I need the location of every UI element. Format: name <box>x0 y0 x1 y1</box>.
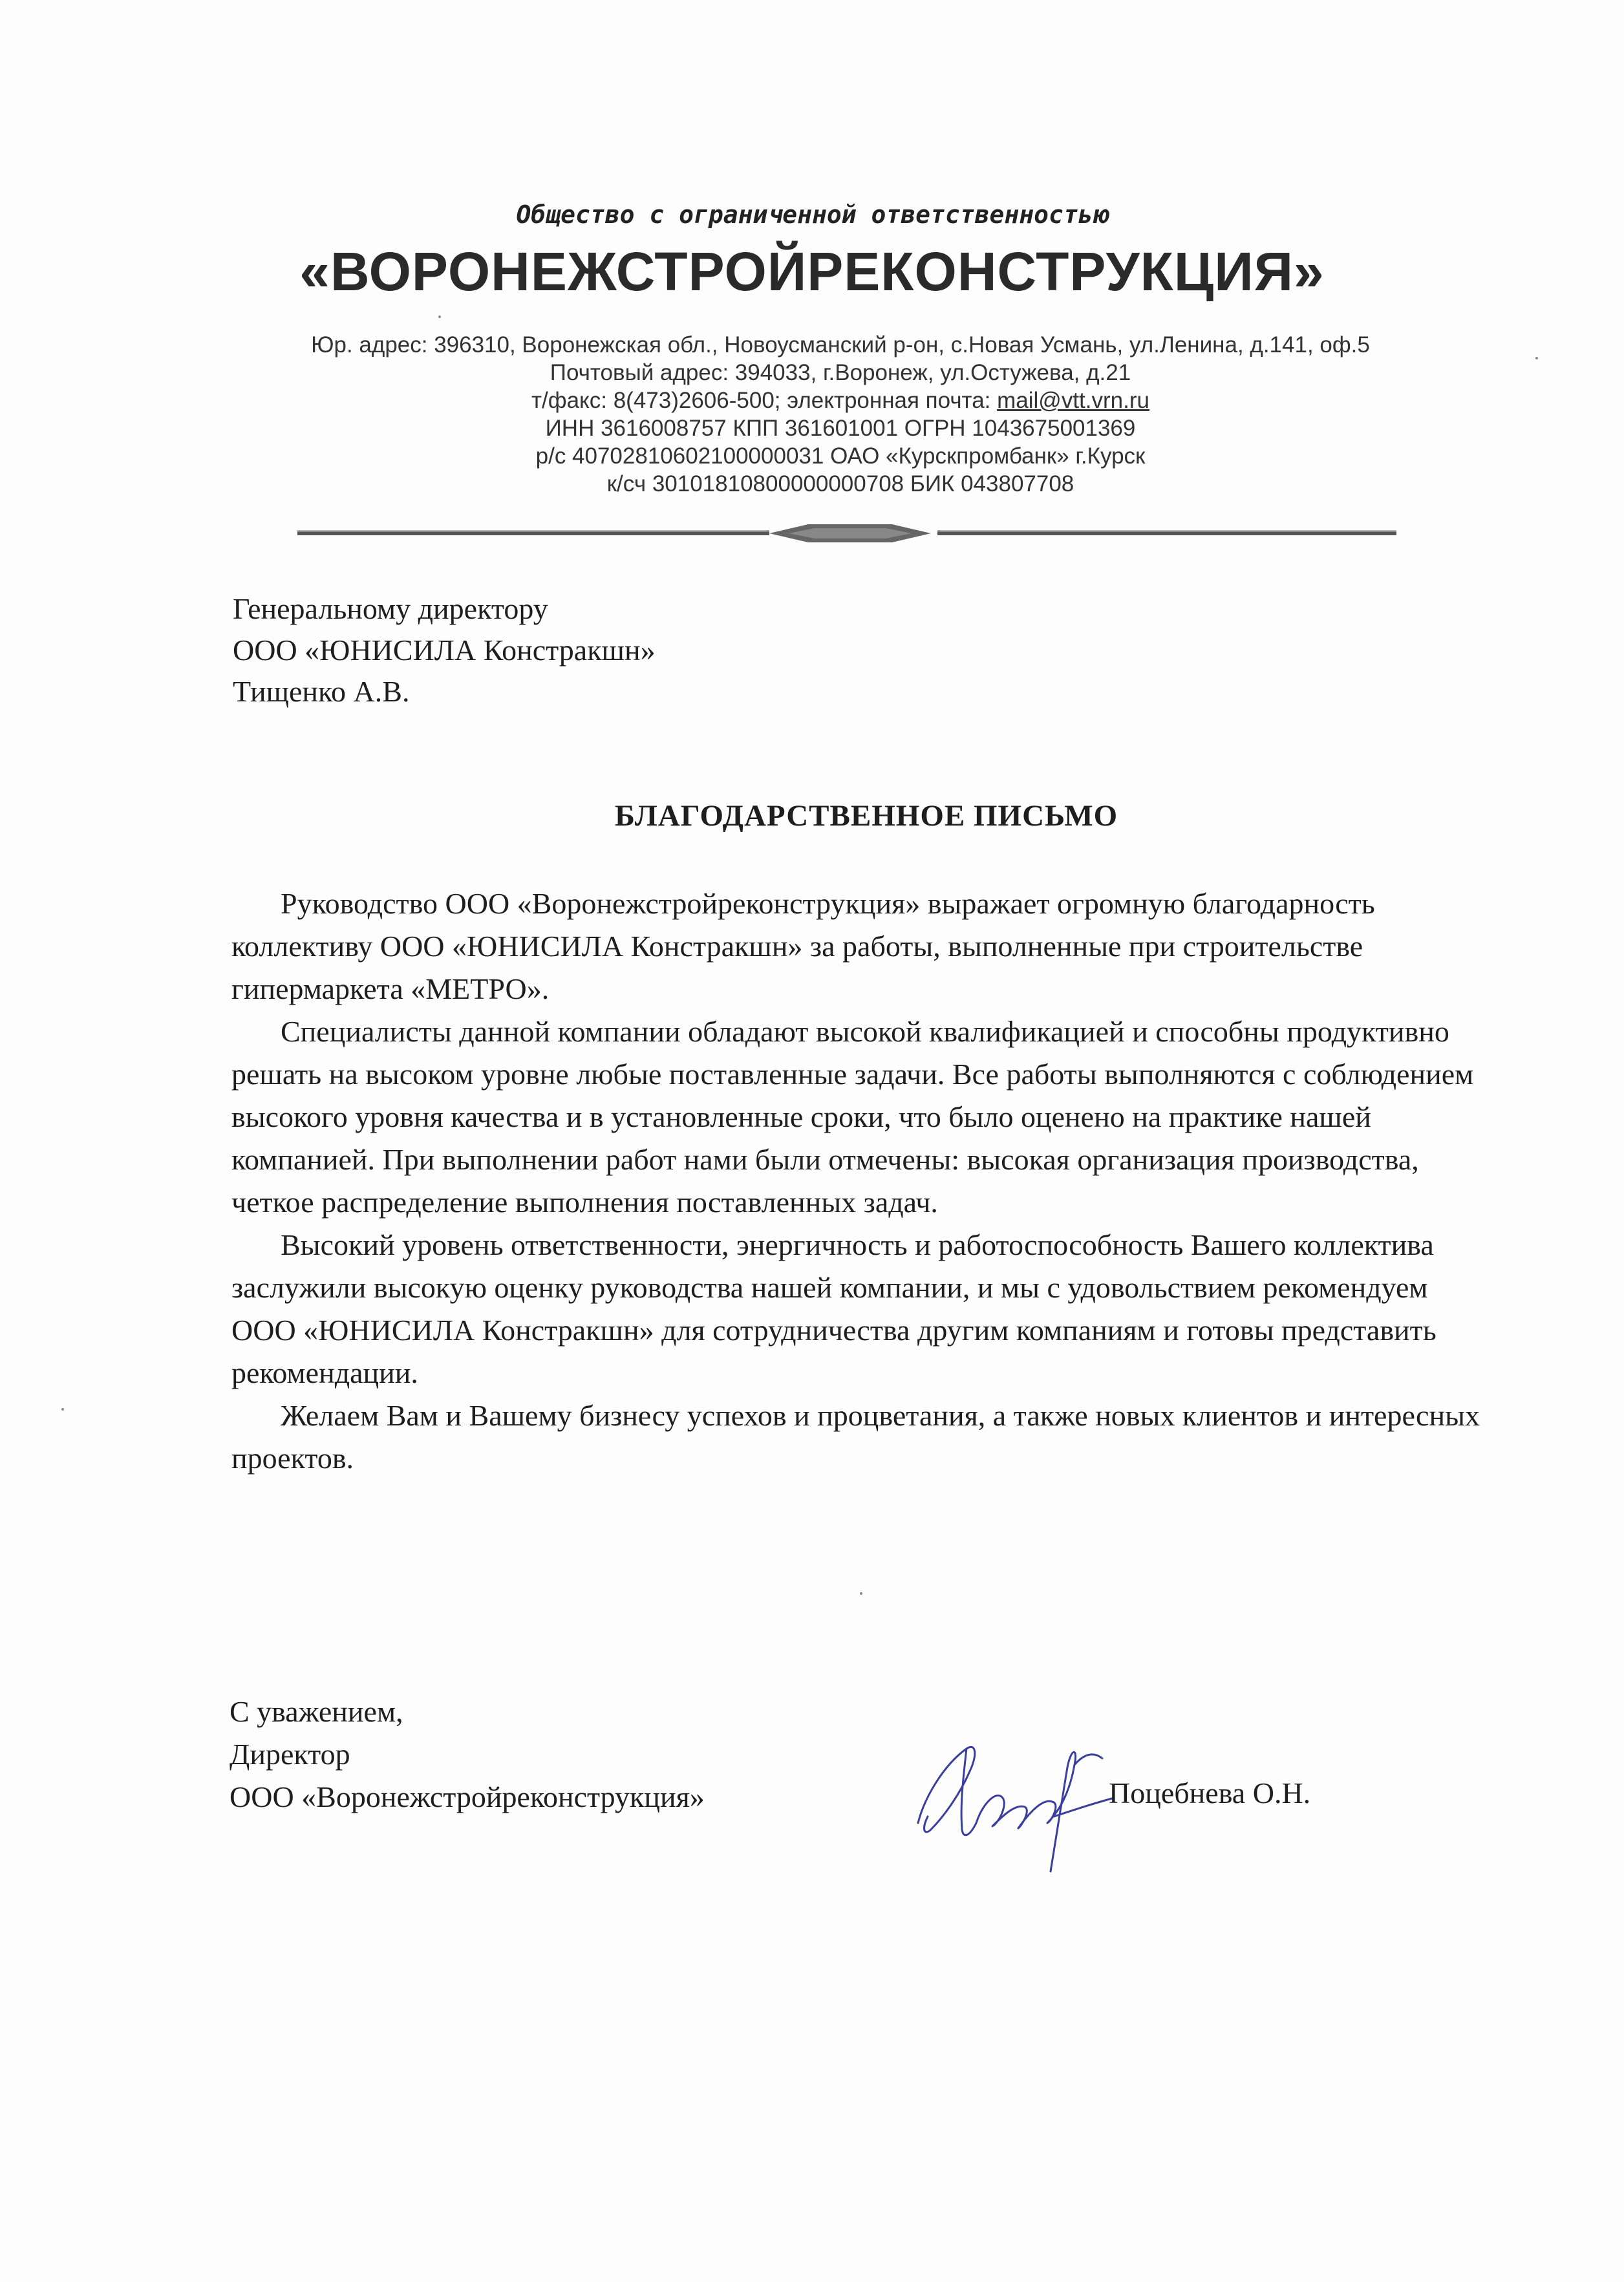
org-type: Общество с ограниченной ответственностью <box>516 200 1108 229</box>
handwritten-signature <box>905 1720 1125 1881</box>
corr-account: к/сч 30101810800000000708 БИК 043807708 <box>606 471 1074 496</box>
contacts-prefix: т/факс: 8(473)2606-500; электронная почта: <box>531 388 998 413</box>
paragraph: Специалисты данной компании обладают высокой квалификацией и способны продуктивно решать на высоком уровне любые поставленные задачи. Все работы выполняются с соблюдением высокого уровня качества и в установленные сроки, что было оценено на практике нашей компанией. При выполнении работ нами были отмечены: высокая организация производства, четкое распределение выполнения поставленных задач. <box>231 1015 1474 1219</box>
document-title: БЛАГОДАРСТВЕННОЕ ПИСЬМО <box>614 799 1118 833</box>
legal-address: Юр. адрес: 396310, Воронежская обл., Новоусманский р-он, с.Новая Усмань, ул.Ленина, д.141, оф.5 <box>311 332 1370 357</box>
contacts-line <box>0 387 1624 414</box>
addressee-title: Генеральному директору <box>233 592 548 625</box>
scan-speck <box>438 315 441 318</box>
closing-block <box>230 1690 705 1818</box>
letterhead-divider <box>297 520 1396 546</box>
org-name: «ВОРОНЕЖСТРОЙРЕКОНСТРУКЦИЯ» <box>299 241 1325 302</box>
closing-company: ООО «Воронежстройреконструкция» <box>230 1780 705 1813</box>
addressee-block <box>233 588 656 712</box>
letterhead-details <box>0 331 1624 498</box>
email-link[interactable]: mail@vtt.vrn.ru <box>997 388 1149 413</box>
company-ids: ИНН 3616008757 КПП 361601001 ОГРН 1043675001369 <box>545 416 1136 441</box>
signer-name: Поцебнева О.Н. <box>1109 1776 1311 1809</box>
closing-regards: С уважением, <box>230 1695 403 1728</box>
addressee-company: ООО «ЮНИСИЛА Констракшн» <box>233 634 656 666</box>
bank-account: р/с 40702810602100000031 ОАО «Курскпромбанк» г.Курск <box>535 443 1146 469</box>
scan-speck <box>1535 357 1538 359</box>
closing-position: Директор <box>230 1738 350 1771</box>
scan-speck <box>860 1592 862 1595</box>
paragraph: Руководство ООО «Воронежстройреконструкция» выражает огромную благодарность коллективу ООО «ЮНИСИЛА Констракшн» за работы, выполненные при строительстве гипермаркета «МЕТРО». <box>231 887 1375 1005</box>
postal-address: Почтовый адрес: 394033, г.Воронеж, ул.Остужева, д.21 <box>550 360 1131 385</box>
scan-speck <box>61 1408 64 1411</box>
paragraph: Желаем Вам и Вашему бизнесу успехов и процветания, а также новых клиентов и интересных проектов. <box>231 1399 1480 1475</box>
paragraph: Высокий уровень ответственности, энергичность и работоспособность Вашего коллектива заслужили высокую оценку руководства нашей компании, и мы с удовольствием рекомендуем ООО «ЮНИСИЛА Констракшн» для сотрудничества другим компаниям и готовы представить рекомендации. <box>231 1228 1437 1389</box>
letter-body <box>231 882 1486 1480</box>
addressee-name: Тищенко А.В. <box>233 675 410 708</box>
